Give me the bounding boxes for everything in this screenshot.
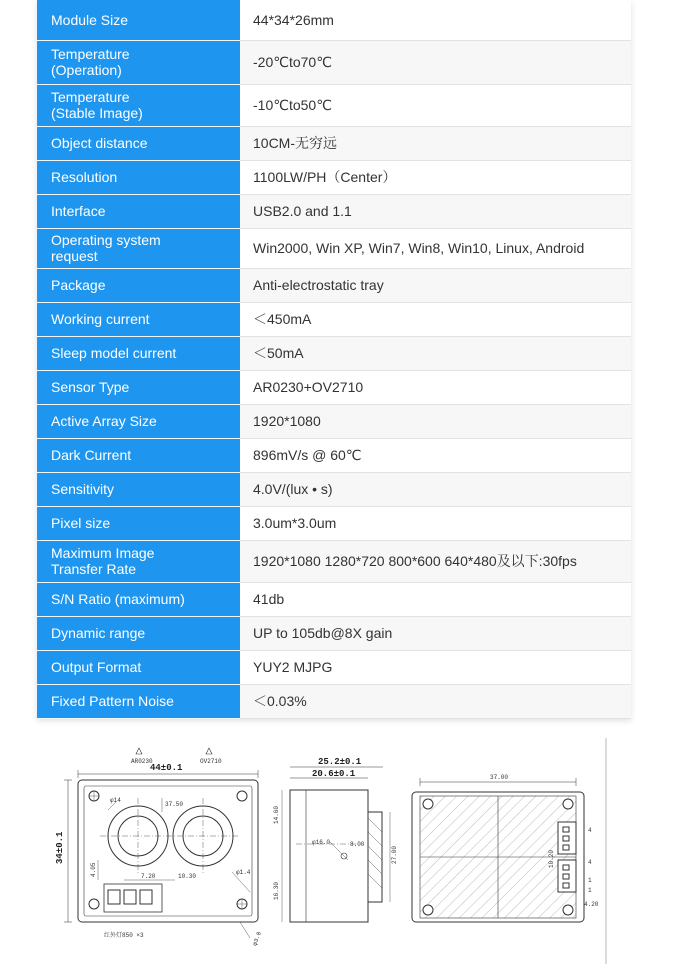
spec-table: [37, 0, 631, 719]
spec-row: [37, 370, 631, 404]
spec-row: [37, 404, 631, 438]
back-dim-d: 1: [588, 887, 592, 894]
front-view-drawing: [64, 748, 258, 938]
front-dim-d: 4.05: [90, 862, 97, 877]
spec-row: [37, 126, 631, 160]
lens-label-ar0230: AR0230: [131, 758, 153, 765]
spec-value: ＜450mA: [240, 302, 631, 336]
back-dim-e: 4.20: [584, 901, 599, 908]
front-height-dim: 34±0.1: [55, 831, 65, 864]
spec-value: 896mV/s @ 60℃: [240, 438, 631, 472]
spec-label: Fixed Pattern Noise: [37, 684, 240, 718]
spec-label: Working current: [37, 302, 240, 336]
side-dim-c: 8.00: [350, 841, 365, 848]
front-dim-a: 37.50: [165, 801, 184, 808]
spec-label: Resolution: [37, 160, 240, 194]
back-dim-a: 4: [588, 827, 592, 834]
technical-drawings: [0, 732, 684, 968]
front-dim-e: φ14: [110, 797, 121, 804]
spec-row: [37, 160, 631, 194]
spec-row: [37, 650, 631, 684]
back-width-dim: 37.00: [490, 774, 509, 781]
spec-row: [37, 336, 631, 370]
spec-row: [37, 684, 631, 718]
spec-row: [37, 194, 631, 228]
spec-label: Package: [37, 268, 240, 302]
led-note: 红外灯850 ×3: [104, 932, 144, 939]
spec-row: [37, 540, 631, 582]
spec-row: [37, 582, 631, 616]
spec-label: Dark Current: [37, 438, 240, 472]
spec-value: 44*34*26mm: [240, 0, 631, 40]
spec-label: Maximum Image Transfer Rate: [37, 540, 240, 582]
spec-label: Sleep model current: [37, 336, 240, 370]
spec-label: Temperature (Operation): [37, 40, 240, 84]
spec-row: [37, 438, 631, 472]
dimension-drawings-svg: [0, 732, 684, 968]
spec-row: [37, 616, 631, 650]
spec-label: Dynamic range: [37, 616, 240, 650]
front-dim-b: 7.20: [141, 873, 156, 880]
front-dim-f: φ1.4: [236, 869, 251, 876]
spec-value: -10℃to50℃: [240, 84, 631, 126]
spec-row: [37, 228, 631, 268]
back-dim-c: 1: [588, 877, 592, 884]
spec-label: S/N Ratio (maximum): [37, 582, 240, 616]
spec-value: UP to 105db@8X gain: [240, 616, 631, 650]
spec-table-body: [37, 0, 631, 718]
back-dim-b: 4: [588, 859, 592, 866]
spec-value: ＜50mA: [240, 336, 631, 370]
side-dim-b: φ16.0: [312, 839, 331, 846]
back-view-drawing: [412, 738, 606, 964]
front-width-dim: 44±0.1: [150, 763, 183, 773]
spec-value: 1920*1080 1280*720 800*600 640*480及以下:30fps: [240, 540, 631, 582]
spec-label: Operating system request: [37, 228, 240, 268]
side-dim-d: 16.30: [273, 881, 280, 900]
hole-note: φ3.0: [251, 930, 263, 947]
spec-value: 1100LW/PH（Center）: [240, 160, 631, 194]
spec-value: 3.0um*3.0um: [240, 506, 631, 540]
side-dim-e: 27.00: [391, 845, 398, 864]
spec-label: Interface: [37, 194, 240, 228]
spec-row: [37, 40, 631, 84]
spec-value: Win2000, Win XP, Win7, Win8, Win10, Linux, Android: [240, 228, 631, 268]
spec-value: 4.0V/(lux • s): [240, 472, 631, 506]
spec-value: 10CM-无穷远: [240, 126, 631, 160]
spec-value: AR0230+OV2710: [240, 370, 631, 404]
spec-row: [37, 302, 631, 336]
front-dim-c: 10.30: [178, 873, 197, 880]
spec-value: USB2.0 and 1.1: [240, 194, 631, 228]
spec-label: Temperature (Stable Image): [37, 84, 240, 126]
side-top-width-dim: 25.2±0.1: [318, 757, 362, 767]
spec-value: YUY2 MJPG: [240, 650, 631, 684]
side-view-drawing: [282, 767, 390, 922]
spec-label: Sensitivity: [37, 472, 240, 506]
spec-row: [37, 0, 631, 40]
back-dim-f: 10.20: [548, 849, 555, 868]
spec-value: 1920*1080: [240, 404, 631, 438]
spec-row: [37, 268, 631, 302]
side-width-dim: 20.6±0.1: [312, 769, 356, 779]
spec-row: [37, 506, 631, 540]
spec-value: -20℃to70℃: [240, 40, 631, 84]
spec-row: [37, 84, 631, 126]
side-dim-a: 14.60: [273, 805, 280, 824]
spec-value: 41db: [240, 582, 631, 616]
spec-row: [37, 472, 631, 506]
spec-value: Anti-electrostatic tray: [240, 268, 631, 302]
spec-label: Output Format: [37, 650, 240, 684]
lens-label-ov2710: OV2710: [200, 758, 222, 765]
spec-label: Sensor Type: [37, 370, 240, 404]
spec-label: Active Array Size: [37, 404, 240, 438]
spec-label: Object distance: [37, 126, 240, 160]
spec-label: Module Size: [37, 0, 240, 40]
spec-label: Pixel size: [37, 506, 240, 540]
spec-value: ＜0.03%: [240, 684, 631, 718]
